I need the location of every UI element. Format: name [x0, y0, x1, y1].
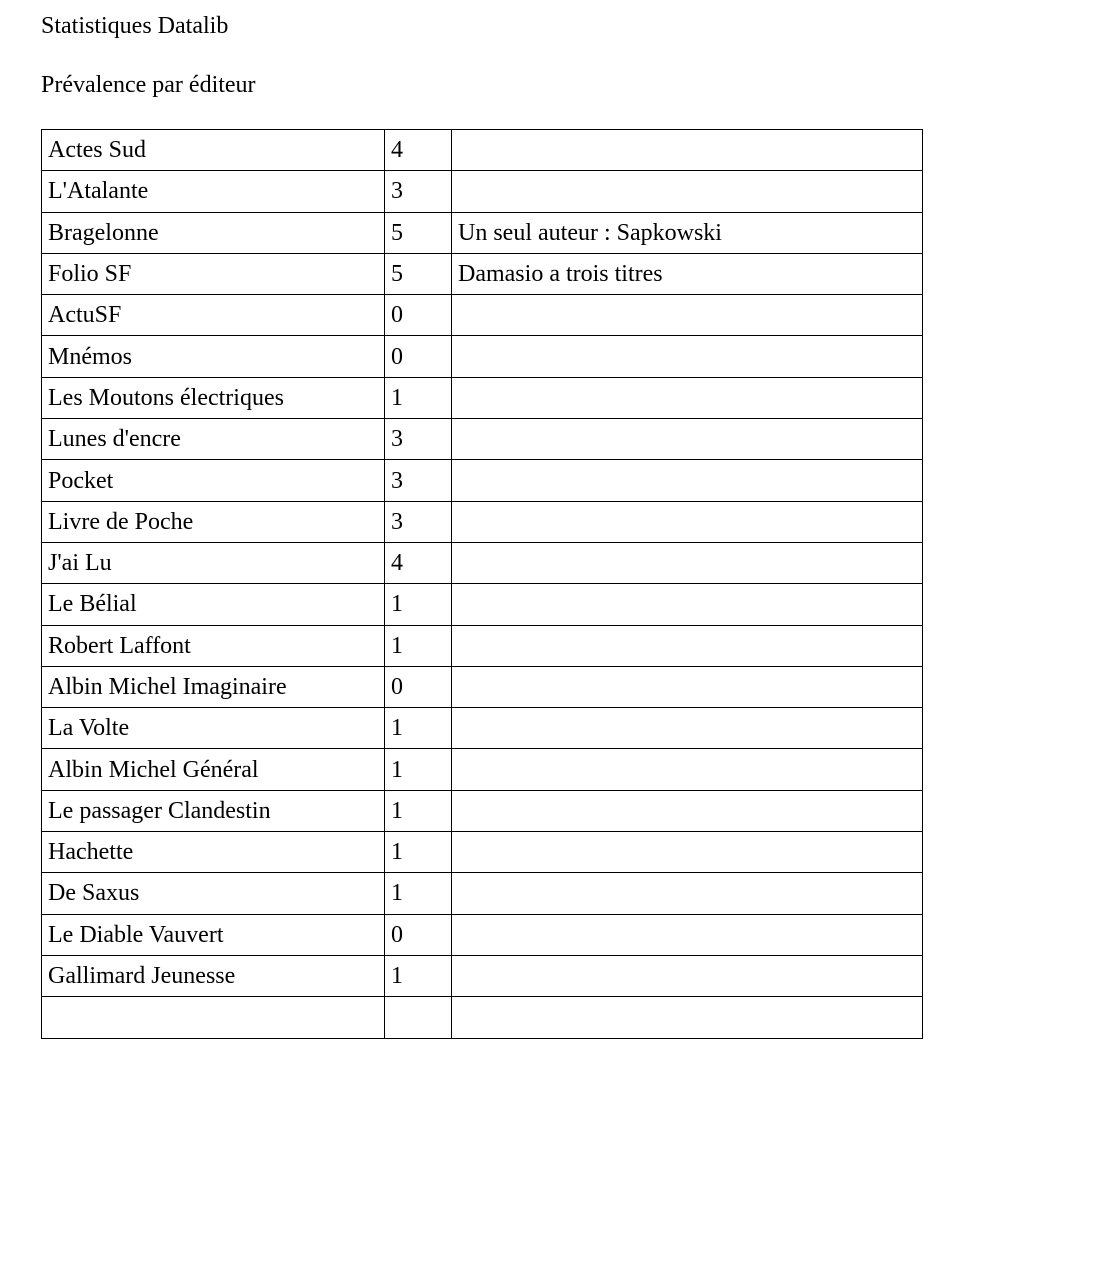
note-cell: [452, 955, 923, 996]
table-row: [42, 171, 923, 212]
table-row: [42, 790, 923, 831]
note-cell: [452, 790, 923, 831]
publisher-cell: Lunes d'encre: [42, 419, 385, 460]
publisher-cell: Actes Sud: [42, 130, 385, 171]
count-cell: 5: [385, 253, 452, 294]
note-cell: Damasio a trois titres: [452, 253, 923, 294]
count-cell: 1: [385, 584, 452, 625]
table-row: [42, 914, 923, 955]
table-row: [42, 130, 923, 171]
publisher-cell: Livre de Poche: [42, 501, 385, 542]
publisher-cell: Mnémos: [42, 336, 385, 377]
table-row: [42, 749, 923, 790]
table-row: [42, 212, 923, 253]
table-row: [42, 419, 923, 460]
publisher-cell: De Saxus: [42, 873, 385, 914]
count-cell: [385, 997, 452, 1038]
note-cell: [452, 542, 923, 583]
count-cell: 1: [385, 377, 452, 418]
publisher-cell: Albin Michel Imaginaire: [42, 666, 385, 707]
count-cell: 0: [385, 914, 452, 955]
count-cell: 3: [385, 501, 452, 542]
publisher-cell: Hachette: [42, 832, 385, 873]
count-cell: 3: [385, 171, 452, 212]
publisher-cell: J'ai Lu: [42, 542, 385, 583]
publisher-stats-table: [41, 129, 923, 1039]
note-cell: [452, 873, 923, 914]
note-cell: [452, 666, 923, 707]
table-row: [42, 832, 923, 873]
publisher-cell: [42, 997, 385, 1038]
count-cell: 1: [385, 832, 452, 873]
table-row: [42, 253, 923, 294]
count-cell: 1: [385, 790, 452, 831]
publisher-cell: L'Atalante: [42, 171, 385, 212]
note-cell: [452, 625, 923, 666]
note-cell: [452, 749, 923, 790]
publisher-cell: Bragelonne: [42, 212, 385, 253]
table-row: [42, 336, 923, 377]
count-cell: 1: [385, 749, 452, 790]
count-cell: 1: [385, 625, 452, 666]
count-cell: 4: [385, 542, 452, 583]
note-cell: [452, 295, 923, 336]
table-row: [42, 542, 923, 583]
publisher-cell: ActuSF: [42, 295, 385, 336]
table-body: [42, 130, 923, 1039]
table-row: [42, 460, 923, 501]
table-row: [42, 295, 923, 336]
count-cell: 3: [385, 460, 452, 501]
note-cell: [452, 708, 923, 749]
table-row: [42, 501, 923, 542]
count-cell: 0: [385, 336, 452, 377]
table-row: [42, 584, 923, 625]
table-row: [42, 625, 923, 666]
note-cell: [452, 419, 923, 460]
document-subtitle: Prévalence par éditeur: [41, 72, 256, 98]
table-row: [42, 997, 923, 1038]
note-cell: [452, 584, 923, 625]
note-cell: [452, 501, 923, 542]
note-cell: [452, 460, 923, 501]
table-row: [42, 708, 923, 749]
table-row: [42, 666, 923, 707]
publisher-cell: Gallimard Jeunesse: [42, 955, 385, 996]
count-cell: 0: [385, 666, 452, 707]
table-row: [42, 955, 923, 996]
note-cell: [452, 377, 923, 418]
note-cell: [452, 130, 923, 171]
note-cell: [452, 997, 923, 1038]
count-cell: 5: [385, 212, 452, 253]
publisher-cell: La Volte: [42, 708, 385, 749]
count-cell: 1: [385, 708, 452, 749]
publisher-cell: Les Moutons électriques: [42, 377, 385, 418]
count-cell: 4: [385, 130, 452, 171]
note-cell: [452, 832, 923, 873]
note-cell: [452, 171, 923, 212]
table-row: [42, 873, 923, 914]
note-cell: [452, 914, 923, 955]
publisher-cell: Le Bélial: [42, 584, 385, 625]
publisher-cell: Folio SF: [42, 253, 385, 294]
table-row: [42, 377, 923, 418]
publisher-cell: Robert Laffont: [42, 625, 385, 666]
count-cell: 3: [385, 419, 452, 460]
publisher-cell: Pocket: [42, 460, 385, 501]
publisher-cell: Le passager Clandestin: [42, 790, 385, 831]
count-cell: 0: [385, 295, 452, 336]
note-cell: Un seul auteur : Sapkowski: [452, 212, 923, 253]
document-title: Statistiques Datalib: [41, 13, 229, 39]
count-cell: 1: [385, 955, 452, 996]
note-cell: [452, 336, 923, 377]
count-cell: 1: [385, 873, 452, 914]
publisher-cell: Le Diable Vauvert: [42, 914, 385, 955]
publisher-cell: Albin Michel Général: [42, 749, 385, 790]
